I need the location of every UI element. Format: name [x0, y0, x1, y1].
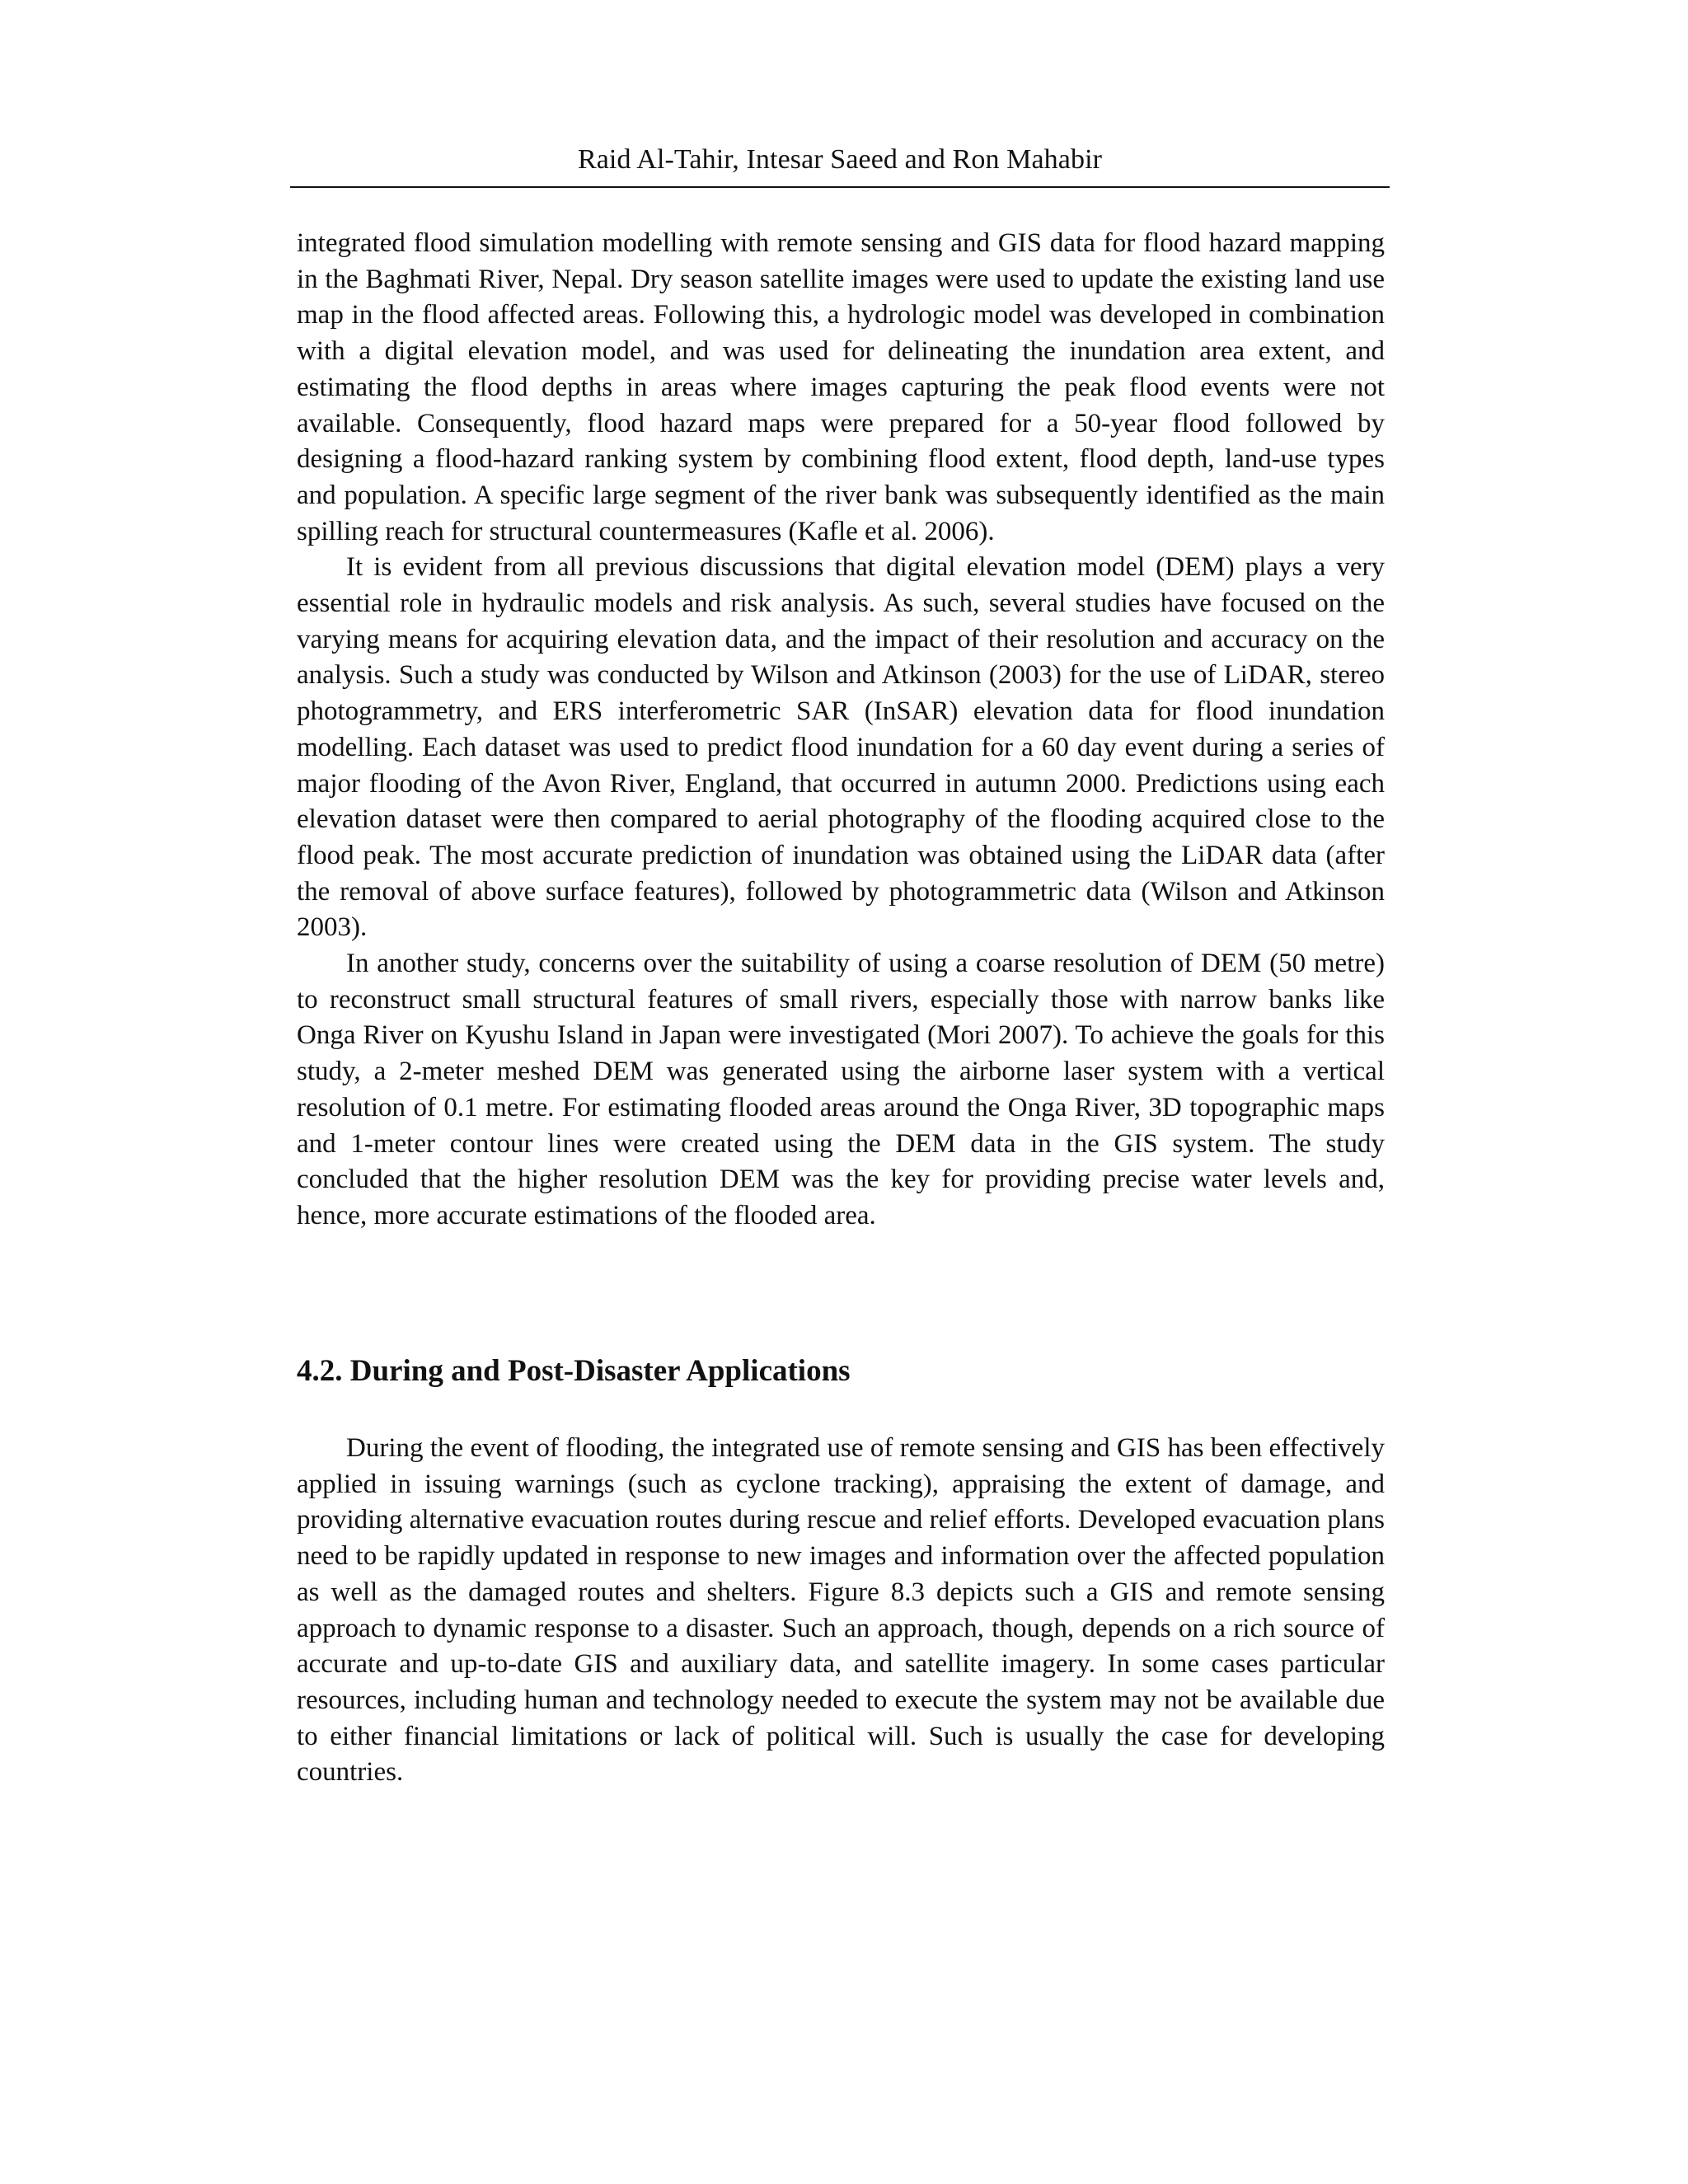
paragraph-during-flooding: During the event of flooding, the integrated use of remote sensing and GIS has been effectively applied in issuing warnings (such as cyclone tracking), appraising the extent of damage, and providing alternative evacuation routes during rescue and relief efforts. Developed evacuation plans need to be rapidly updated in response to new images and information over the affected population as well as the damaged routes and shelters. Figure 8.3 depicts such a GIS and remote sensing approach to dynamic response to a disaster. Such an approach, though, depends on a rich source of accurate and up-to-date GIS and auxiliary data, and satellite imagery. In some cases particular resources, including human and technology needed to execute the system may not be available due to either financial limitations or lack of political will. Such is usually the case for developing countries.	[297, 1433, 1385, 1788]
paragraph-dem-role: It is evident from all previous discussions that digital elevation model (DEM) plays a very essential role in hydraulic models and risk analysis. As such, several studies have focused on the varying means for acquiring elevation data, and the impact of their resolution and accuracy on the analysis. Such a study was conducted by Wilson and Atkinson (2003) for the use of LiDAR, stereo photogrammetry, and ERS interferometric SAR (InSAR) elevation data for flood inundation modelling. Each dataset was used to predict flood inundation for a 60 day event during a series of major flooding of the Avon River, England, that occurred in autumn 2000. Predictions using each elevation dataset were then compared to aerial photography of the flooding acquired close to the flood peak. The most accurate prediction of inundation was obtained using the LiDAR data (after the removal of above surface features), followed by photogrammetric data (Wilson and Atkinson 2003).	[297, 552, 1385, 943]
running-header: Raid Al-Tahir, Intesar Saeed and Ron Mahabir	[577, 144, 1103, 175]
paragraph-onga-river: In another study, concerns over the suitability of using a coarse resolution of DEM (50 metre) to reconstruct small structural features of small rivers, especially those with narrow banks like Onga River on Kyushu Island in Japan were investigated (Mori 2007). To achieve the goals for this study, a 2-meter meshed DEM was generated using the airborne laser system with a vertical resolution of 0.1 metre. For estimating flooded areas around the Onga River, 3D topographic maps and 1-meter contour lines were created using the DEM data in the GIS system. The study concluded that the higher resolution DEM was the key for providing precise water levels and, hence, more accurate estimations of the flooded area.	[297, 949, 1385, 1230]
header-rule	[290, 186, 1390, 188]
body-text	[297, 226, 1385, 1235]
section-heading: 4.2. During and Post-Disaster Applications	[297, 1354, 851, 1388]
section-text	[297, 1431, 1385, 1791]
paragraph-continuation: integrated flood simulation modelling with remote sensing and GIS data for flood hazard mapping in the Baghmati River, Nepal. Dry season satellite images were used to update the existing land use map in the flood affected areas. Following this, a hydrologic model was developed in combination with a digital elevation model, and was used for delineating the inundation area extent, and estimating the flood depths in areas where images capturing the peak flood events were not available. Consequently, flood hazard maps were prepared for a 50-year flood followed by designing a flood-hazard ranking system by combining flood extent, flood depth, land-use types and population. A specific large segment of the river bank was subsequently identified as the main spilling reach for structural countermeasures (Kafle et al. 2006).	[297, 228, 1385, 546]
